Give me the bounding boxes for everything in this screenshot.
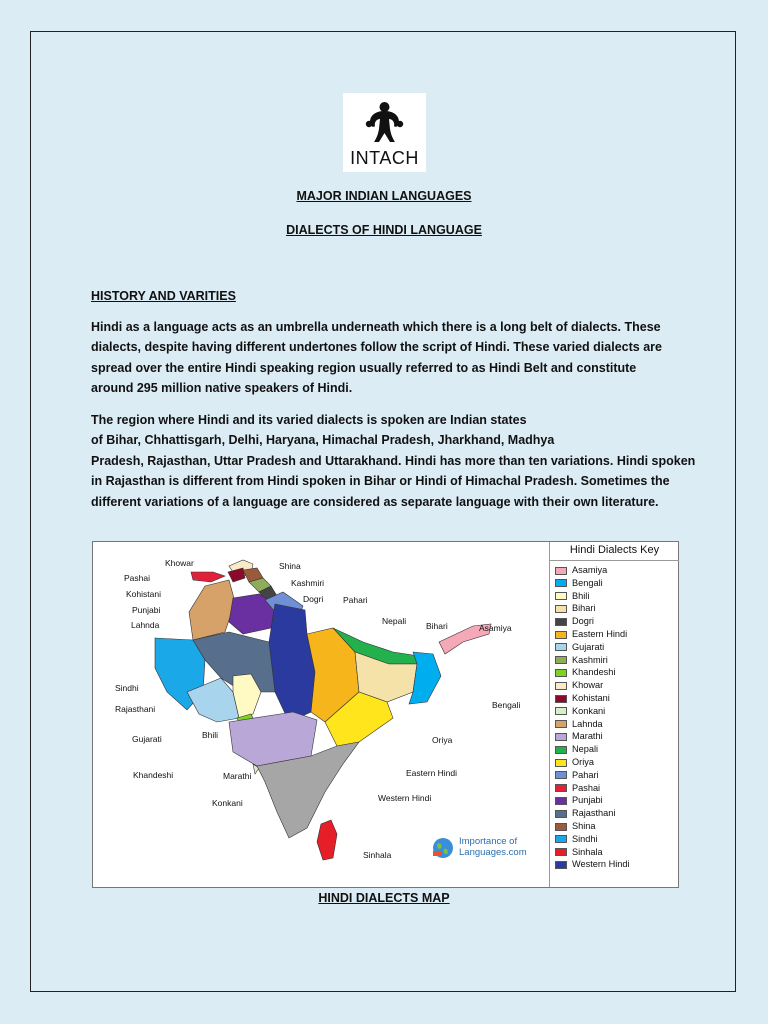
map-label-oriya: Oriya	[432, 735, 453, 745]
key-swatch	[555, 861, 567, 869]
map-label-bihari: Bihari	[426, 621, 448, 631]
key-item	[555, 692, 610, 704]
region-lahnda	[189, 580, 235, 640]
map-label-sinhala: Sinhala	[363, 850, 392, 860]
paragraph-line: in Rajasthan is different from Hindi spoken in Bihar or Hindi of Himachal Pradesh. Sometimes the	[91, 474, 670, 489]
paragraph-line: The region where Hindi and its varied dialects is spoken are Indian states	[91, 413, 527, 427]
map-label-rajasthani: Rajasthani	[115, 704, 156, 714]
key-item	[555, 564, 607, 576]
key-item	[555, 705, 605, 717]
key-label: Khowar	[572, 680, 604, 691]
source-credit	[431, 834, 531, 864]
map-label-pashai: Pashai	[124, 573, 150, 583]
key-label: Western Hindi	[572, 859, 630, 870]
map-label-khandeshi: Khandeshi	[133, 770, 174, 780]
paragraph-regions	[91, 410, 696, 512]
key-item	[555, 782, 600, 794]
key-swatch	[555, 784, 567, 792]
map-label-western-hindi: Western Hindi	[378, 793, 432, 803]
map-label-shina: Shina	[279, 561, 301, 571]
map-label-eastern-hindi: Eastern Hindi	[406, 768, 458, 778]
key-label: Bengali	[572, 577, 603, 588]
key-label: Bhili	[572, 590, 590, 601]
key-swatch	[555, 720, 567, 728]
map-label-nepali: Nepali	[382, 616, 407, 626]
document-subtitle: DIALECTS OF HINDI LANGUAGE	[286, 223, 482, 237]
map-label-asamiya: Asamiya	[479, 623, 512, 633]
key-label: Sinhala	[572, 846, 603, 857]
key-swatch	[555, 848, 567, 856]
key-item	[555, 807, 615, 819]
key-item	[555, 820, 596, 832]
key-swatch	[555, 631, 567, 639]
key-swatch	[555, 605, 567, 613]
key-item	[555, 858, 630, 870]
key-label: Pashai	[572, 782, 601, 793]
credit-line2: Languages.com	[459, 847, 527, 858]
key-label: Asamiya	[572, 565, 608, 575]
key-swatch	[555, 707, 567, 715]
key-item	[555, 628, 627, 640]
key-label: Kashmiri	[572, 654, 608, 665]
logo-text: INTACH	[350, 148, 419, 168]
key-swatch	[555, 810, 567, 818]
paragraph-line: of Bihar, Chhattisgarh, Delhi, Haryana, Himachal Pradesh, Jharkhand, Madhya	[91, 433, 555, 448]
paragraph-line: different variations of a language are considered as separate language with their own literature.	[91, 494, 659, 509]
key-swatch	[555, 669, 567, 677]
key-label: Punjabi	[572, 795, 603, 806]
map-caption: HINDI DIALECTS MAP	[318, 891, 450, 905]
map-label-kohistani: Kohistani	[126, 589, 161, 599]
section-heading: HISTORY AND VARITIES	[91, 289, 236, 303]
key-swatch	[555, 695, 567, 703]
globe-icon	[431, 836, 455, 860]
key-label: Marathi	[572, 731, 603, 742]
key-item	[555, 577, 603, 589]
paragraph-line: Hindi as a language acts as an umbrella underneath which there is a long belt of dialects. These	[91, 320, 661, 334]
key-label: Oriya	[572, 757, 594, 767]
key-item	[555, 602, 596, 614]
key-item	[555, 666, 615, 678]
paragraph-line: Pradesh, Rajasthan, Uttar Pradesh and Uttarakhand. Hindi has more than ten variations. Hindi spoken	[91, 453, 696, 468]
map-label-gujarati: Gujarati	[132, 734, 162, 744]
key-item	[555, 615, 594, 627]
key-item	[555, 769, 599, 781]
map-label-khowar: Khowar	[165, 558, 194, 568]
key-swatch	[555, 643, 567, 651]
paragraph-line: spread over the entire Hindi speaking region usually referred to as Hindi Belt and constitute	[91, 360, 637, 375]
key-item	[555, 679, 603, 691]
key-item	[555, 654, 608, 666]
key-swatch	[555, 579, 567, 587]
key-item	[555, 794, 603, 806]
key-label: Eastern Hindi	[572, 629, 628, 639]
key-swatch	[555, 618, 567, 626]
region-sinhala	[317, 820, 337, 860]
key-item	[555, 743, 598, 755]
map-label-sindhi: Sindhi	[115, 683, 139, 693]
key-item	[555, 641, 604, 653]
key-label: Shina	[572, 821, 596, 831]
key-label: Rajasthani	[572, 808, 616, 819]
key-swatch	[555, 823, 567, 831]
map-label-pahari: Pahari	[343, 595, 368, 605]
key-label: Gujarati	[572, 641, 605, 652]
region-western-hindi	[269, 604, 315, 722]
key-swatch	[555, 567, 567, 575]
key-swatch	[555, 592, 567, 600]
map-label-bhili: Bhili	[202, 730, 219, 740]
paragraph-line: dialects, despite having different undertones follow the script of Hindi. These varied dialects are	[91, 340, 662, 355]
key-item	[555, 833, 598, 845]
key-item	[555, 718, 603, 730]
key-label: Bihari	[572, 603, 596, 614]
key-swatch	[555, 746, 567, 754]
key-swatch	[555, 656, 567, 664]
key-label: Sindhi	[572, 833, 598, 844]
hindi-dialects-map	[92, 541, 679, 888]
paragraph-line: around 295 million native speakers of Hindi.	[91, 381, 353, 396]
region-pashai	[191, 572, 225, 582]
region-kohistani	[228, 568, 245, 582]
key-label: Pahari	[572, 769, 599, 780]
map-label-punjabi: Punjabi	[132, 605, 161, 615]
key-swatch	[555, 733, 567, 741]
key-swatch	[555, 797, 567, 805]
key-swatch	[555, 682, 567, 690]
key-label: Nepali	[572, 744, 599, 755]
credit-text	[459, 836, 527, 858]
map-label-lahnda: Lahnda	[131, 620, 160, 630]
key-swatch	[555, 835, 567, 843]
map-label-kashmiri: Kashmiri	[291, 578, 325, 588]
key-label: Dogri	[572, 616, 594, 627]
map-label-bengali: Bengali	[492, 700, 521, 710]
map-label-marathi: Marathi	[223, 771, 252, 781]
map-label-dogri: Dogri	[303, 594, 324, 604]
map-label-konkani: Konkani	[212, 798, 243, 808]
paragraph-history	[91, 317, 691, 399]
document-title: MAJOR INDIAN LANGUAGES	[296, 189, 472, 203]
key-item	[555, 846, 603, 858]
key-swatch	[555, 759, 567, 767]
key-label: Kohistani	[572, 693, 610, 703]
key-label: Khandeshi	[572, 667, 616, 678]
intach-logo	[343, 93, 426, 172]
key-title: Hindi Dialects Key	[550, 544, 679, 561]
dialects-key	[549, 542, 679, 887]
key-item	[555, 756, 594, 768]
key-label: Konkani	[572, 705, 606, 716]
key-item	[555, 590, 589, 602]
key-swatch	[555, 771, 567, 779]
credit-line1: Importance of	[459, 836, 518, 847]
key-label: Lahnda	[572, 718, 603, 729]
key-item	[555, 730, 603, 742]
